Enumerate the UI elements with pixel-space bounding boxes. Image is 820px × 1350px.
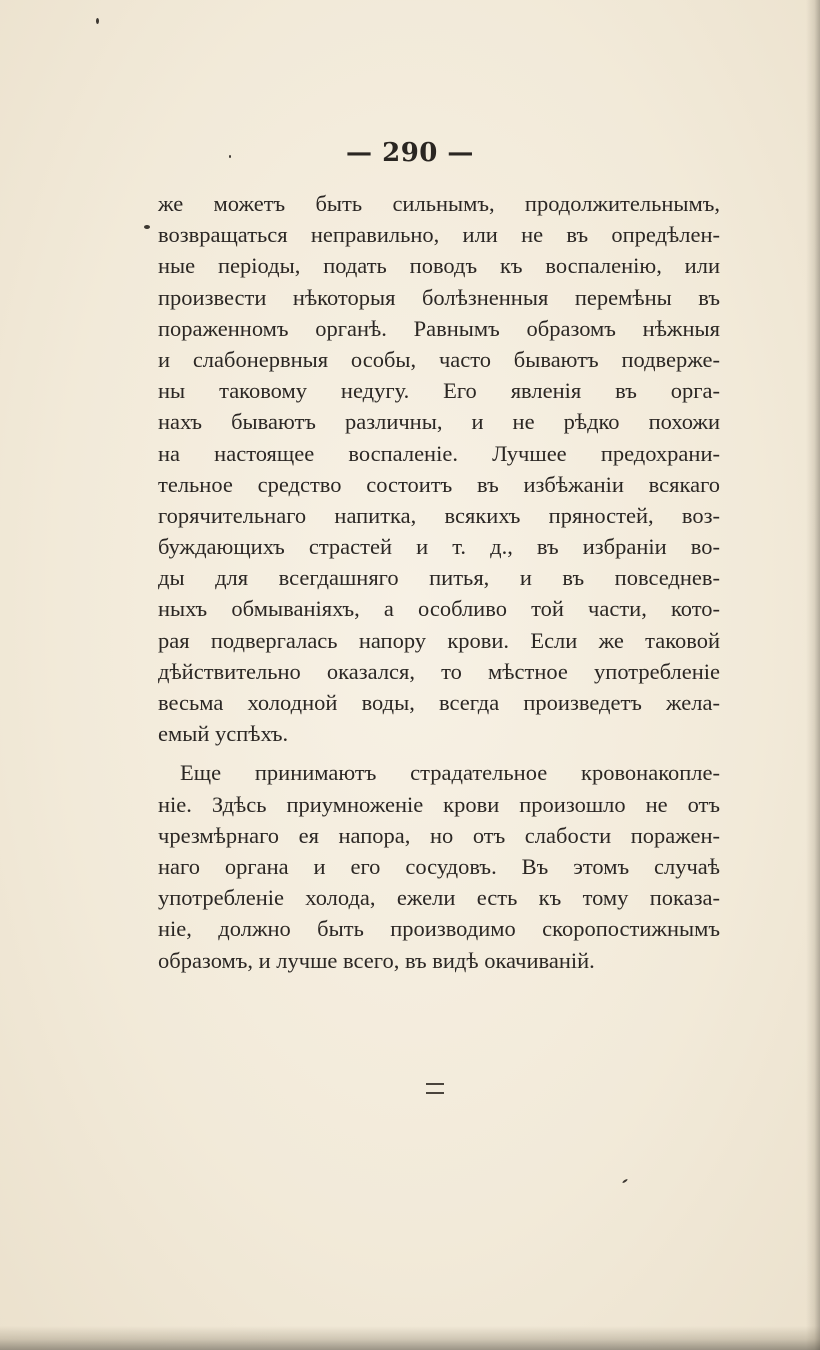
page-right-edge-shadow: [806, 0, 820, 1350]
text-line: пораженномъ органѣ. Равнымъ образомъ нѣжныя: [158, 315, 720, 341]
text-line: рая подвергалась напору крови. Если же таковой: [158, 627, 720, 653]
paragraph-gap: [158, 749, 720, 757]
text-line: чрезмѣрнаго ея напора, но отъ слабости поражен-: [158, 822, 720, 848]
paragraph: [158, 757, 720, 975]
text-line: Еще принимаютъ страдательное кровонакопле-: [180, 760, 720, 786]
text-line: ны таковому недугу. Его явленія въ орга-: [158, 378, 720, 404]
paragraph: [158, 188, 720, 749]
text-line: и слабонервныя особы, часто бываютъ подверже-: [158, 346, 720, 372]
text-line: образомъ, и лучше всего, въ видѣ окачиваній.: [158, 947, 595, 973]
text-line: произвести нѣкоторыя болѣзненныя перемѣны въ: [158, 284, 720, 310]
text-line: емый успѣхъ.: [158, 721, 289, 747]
text-line: буждающихъ страстей и т. д., въ избраніи во-: [158, 534, 720, 560]
text-line: ніе, должно быть производимо скоропостижнымъ: [158, 916, 720, 942]
text-line: ные періоды, подать поводъ къ воспаленію, или: [158, 253, 720, 279]
text-line: на настоящее воспаленіе. Лучшее предохрани-: [158, 440, 720, 466]
text-line: дѣйствительно оказался, то мѣстное употребленіе: [158, 658, 720, 684]
ink-speck: [144, 225, 150, 229]
text-line: наго органа и его сосудовъ. Въ этомъ случаѣ: [158, 853, 720, 879]
text-line: ніе. Здѣсь приумноженіе крови произошло не отъ: [158, 791, 720, 817]
text-line: ды для всегдашняго питья, и въ повседнев-: [158, 565, 720, 591]
body-text: [158, 188, 720, 976]
text-line: тельное средство состоитъ въ избѣжаніи всякаго: [158, 471, 720, 497]
section-divider: [426, 1083, 444, 1094]
text-line: нахъ бываютъ различны, и не рѣдко похожи: [158, 409, 720, 435]
ink-speck: [622, 1178, 628, 1183]
page-number: — 290 —: [346, 138, 474, 168]
text-line: возвращаться неправильно, или не въ опредѣлен-: [158, 222, 720, 248]
text-line: же можетъ быть сильнымъ, продолжительнымъ,: [158, 191, 720, 216]
ink-speck: [96, 18, 99, 24]
text-line: ныхъ обмываніяхъ, а особливо той части, кото-: [158, 596, 720, 622]
text-line: употребленіе холода, ежели есть къ тому показа-: [158, 885, 720, 911]
page-bottom-edge-shadow: [0, 1326, 820, 1350]
text-line: горячительнаго напитка, всякихъ пряностей, воз-: [158, 502, 720, 528]
text-line: весьма холодной воды, всегда произведетъ жела-: [158, 690, 720, 715]
